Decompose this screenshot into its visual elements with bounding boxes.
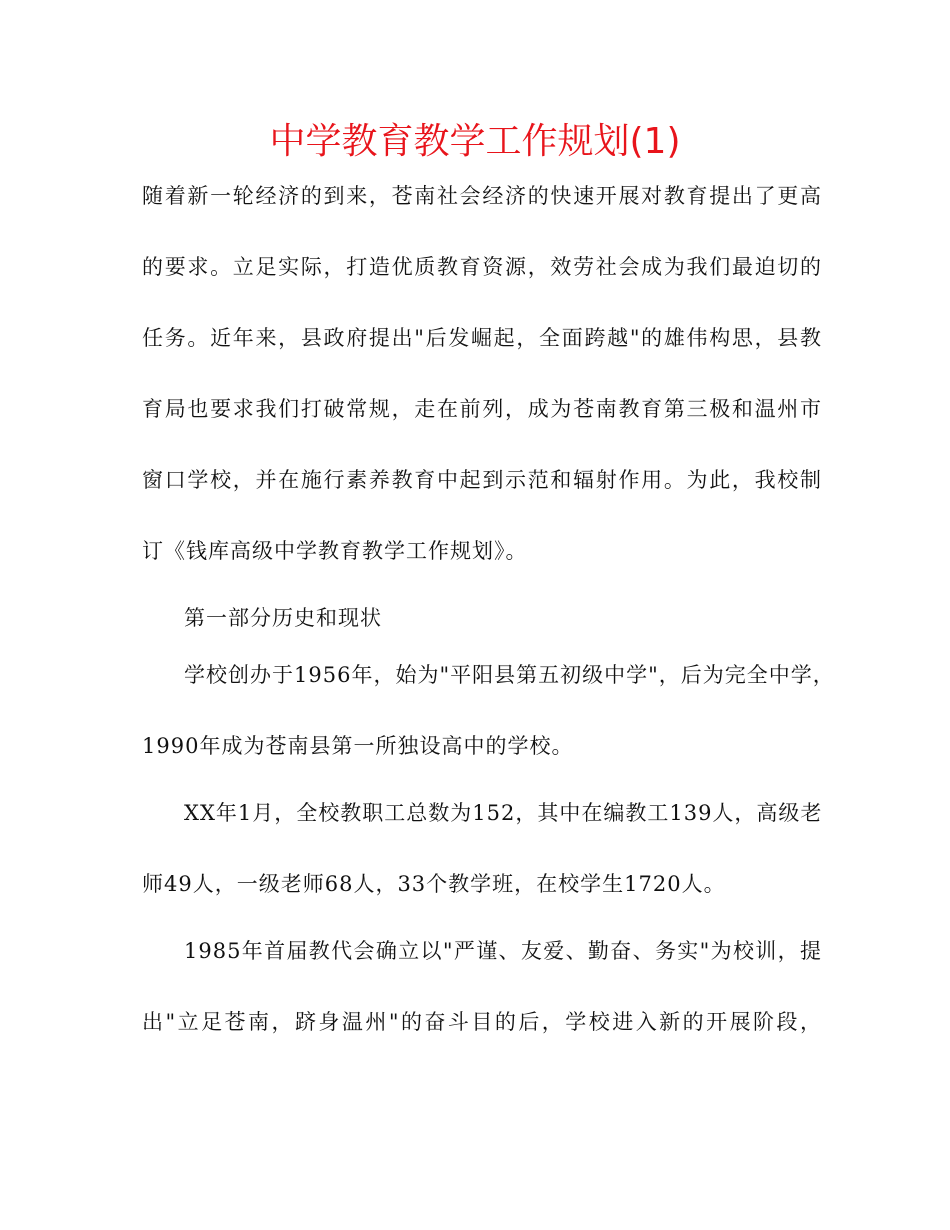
- paragraph-line-1: 随着新一轮经济的到来，苍南社会经济的快速开展对教育提出了更高: [142, 184, 822, 208]
- paragraph-line-10: 师49人，一级老师68人，33个教学班，在校学生1720人。: [142, 872, 726, 896]
- paragraph-line-4: 育局也要求我们打破常规，走在前列，成为苍南教育第三极和温州市: [142, 397, 822, 421]
- section-heading: 第一部分历史和现状: [184, 606, 382, 630]
- paragraph-line-5: 窗口学校，并在施行素养教育中起到示范和辐射作用。为此，我校制: [142, 468, 822, 492]
- document-title: 中学教育教学工作规划(1): [269, 121, 681, 162]
- paragraph-line-9: XX年1月，全校教职工总数为152，其中在编教工139人，高级老: [184, 801, 823, 825]
- paragraph-line-7: 学校创办于1956年，始为"平阳县第五初级中学"，后为完全中学，: [184, 663, 835, 687]
- paragraph-line-8: 1990年成为苍南县第一所独设高中的学校。: [142, 734, 574, 758]
- paragraph-line-12: 出"立足苍南，跻身温州"的奋斗目的后，学校进入新的开展阶段，: [142, 1010, 822, 1034]
- paragraph-line-3: 任务。近年来，县政府提出"后发崛起，全面跨越"的雄伟构思，县教: [142, 326, 822, 350]
- paragraph-line-2: 的要求。立足实际，打造优质教育资源，效劳社会成为我们最迫切的: [142, 255, 822, 279]
- paragraph-line-6: 订《钱库高级中学教育教学工作规划》。: [142, 539, 528, 563]
- paragraph-line-11: 1985年首届教代会确立以"严谨、友爱、勤奋、务实"为校训，提: [184, 939, 822, 963]
